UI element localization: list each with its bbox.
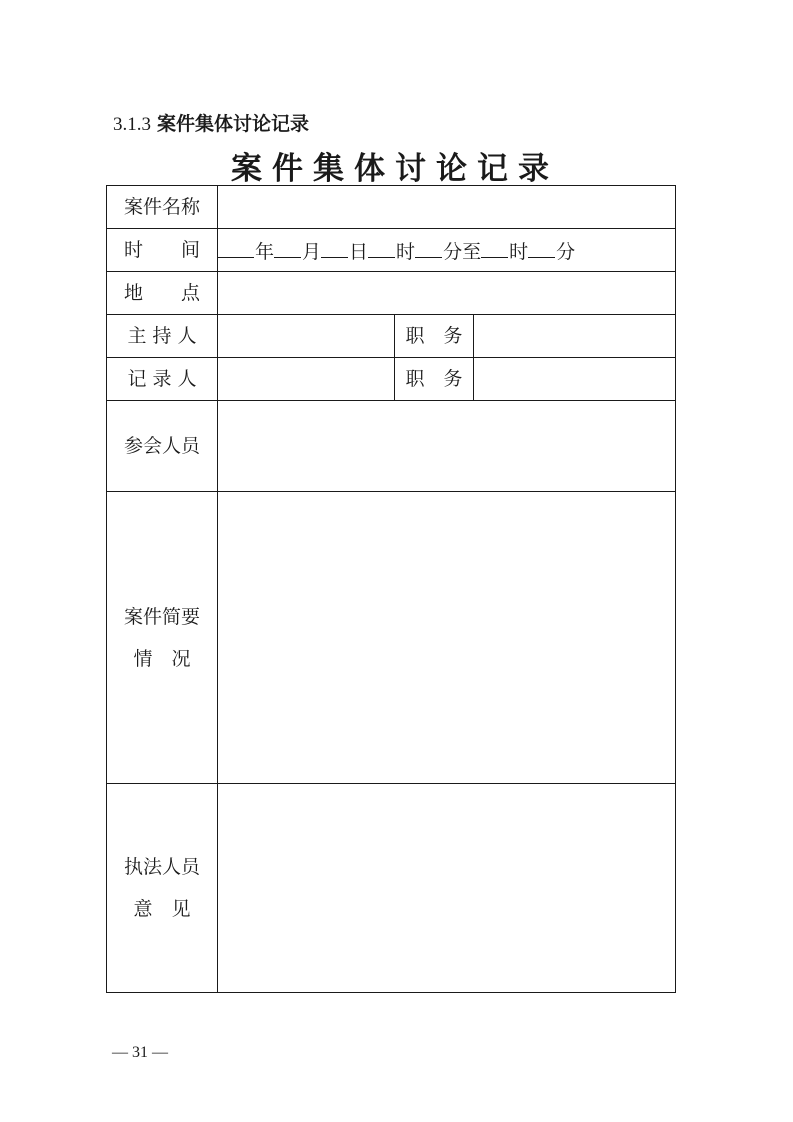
recorder-field[interactable]	[218, 358, 395, 401]
recorder-label: 记 录 人	[107, 358, 218, 401]
end-hour-unit: 时	[509, 240, 529, 263]
recorder-position-field[interactable]	[474, 358, 676, 401]
hour-blank[interactable]	[368, 239, 395, 258]
officer-opinion-label-line2: 意 见	[133, 898, 191, 920]
case-summary-label-line1: 案件简要	[123, 605, 200, 628]
page-number: — 31 —	[112, 1044, 168, 1061]
case-summary-label-line2: 情 况	[133, 647, 191, 670]
officer-opinion-field[interactable]	[218, 784, 676, 993]
day-unit: 日	[349, 240, 369, 263]
year-unit: 年	[255, 240, 275, 263]
officer-opinion-label-line1: 执法人员	[123, 856, 200, 878]
officer-opinion-label	[107, 784, 218, 993]
time-row	[107, 229, 676, 272]
attendees-label: 参会人员	[107, 401, 218, 492]
case-summary-field[interactable]	[218, 492, 676, 784]
section-title: 案件集体讨论记录	[157, 113, 310, 135]
form-title: 案件集体讨论记录	[231, 151, 559, 187]
host-label: 主 持 人	[107, 315, 218, 358]
attendees-field[interactable]	[218, 401, 676, 492]
case-name-label: 案件名称	[107, 186, 218, 229]
location-row	[107, 272, 676, 315]
attendees-row	[107, 401, 676, 492]
time-label: 时 间	[107, 229, 218, 272]
case-summary-label	[107, 492, 218, 784]
location-field[interactable]	[218, 272, 676, 315]
month-blank[interactable]	[274, 239, 301, 258]
case-name-field[interactable]	[218, 186, 676, 229]
section-number: 3.1.3	[113, 114, 151, 135]
case-name-row	[107, 186, 676, 229]
minute-blank[interactable]	[415, 239, 442, 258]
host-position-label: 职 务	[395, 315, 474, 358]
officer-opinion-row	[107, 784, 676, 993]
recorder-row	[107, 358, 676, 401]
end-minute-blank[interactable]	[528, 239, 555, 258]
end-minute-unit: 分	[556, 240, 576, 263]
section-heading	[113, 109, 309, 136]
host-row	[107, 315, 676, 358]
location-label: 地 点	[107, 272, 218, 315]
host-position-field[interactable]	[474, 315, 676, 358]
end-hour-blank[interactable]	[481, 239, 508, 258]
recorder-position-label: 职 务	[395, 358, 474, 401]
host-field[interactable]	[218, 315, 395, 358]
day-blank[interactable]	[321, 239, 348, 258]
minute-to-unit: 分至	[443, 240, 482, 263]
case-discussion-form	[106, 185, 676, 993]
year-blank[interactable]	[218, 239, 254, 258]
hour-unit: 时	[396, 240, 416, 263]
case-summary-row	[107, 492, 676, 784]
time-field[interactable]	[218, 229, 676, 272]
month-unit: 月	[302, 240, 322, 263]
